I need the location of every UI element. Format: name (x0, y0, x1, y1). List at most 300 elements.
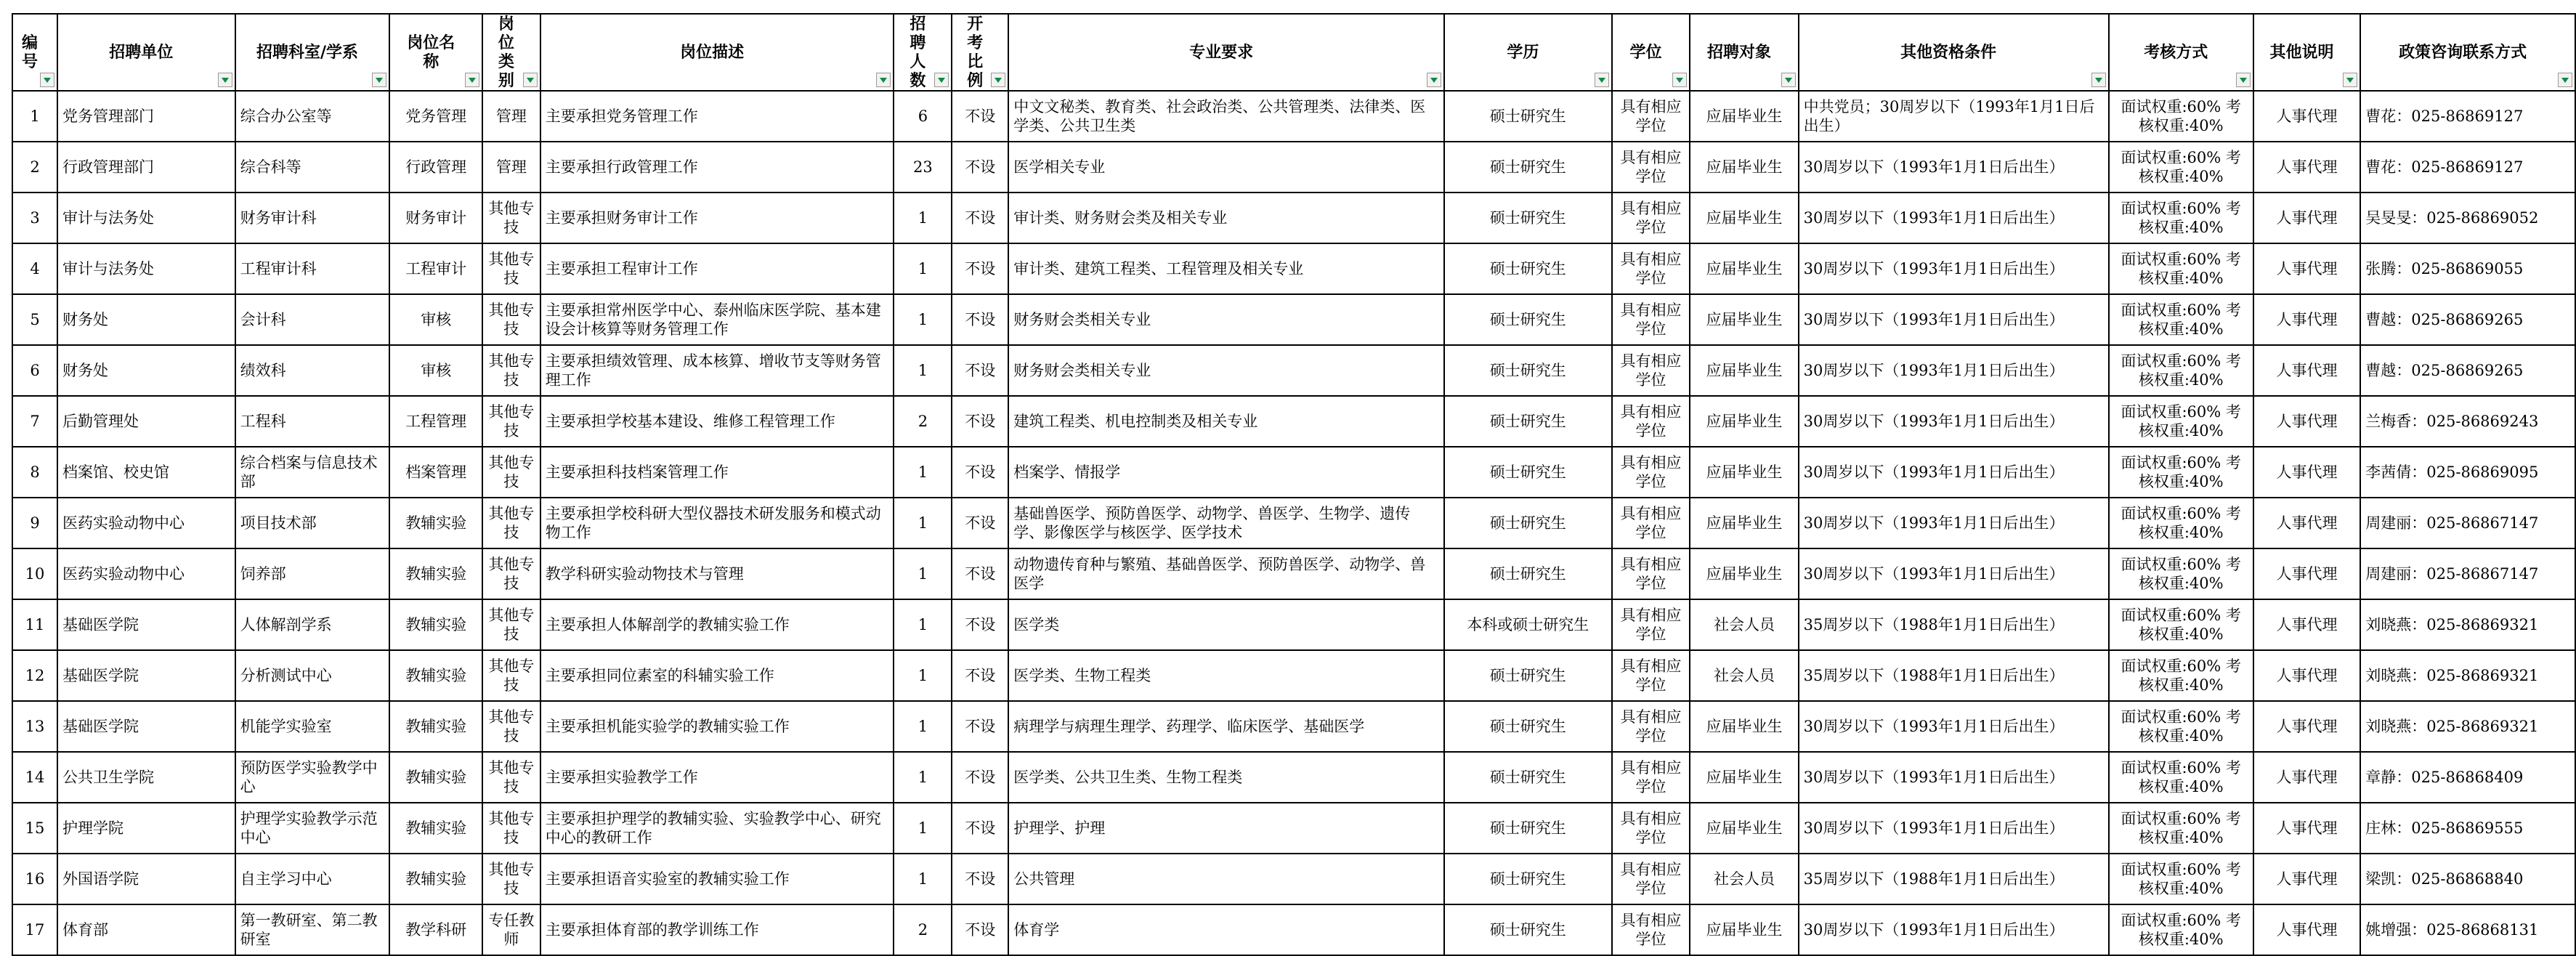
cell-desc[interactable]: 主要承担护理学的教辅实验、实验教学中心、研究中心的教研工作 (540, 803, 894, 854)
cell-edu[interactable]: 硕士研究生 (1444, 498, 1612, 548)
cell-ratio[interactable]: 不设 (952, 548, 1008, 599)
cell-num[interactable]: 1 (894, 294, 952, 345)
cell-target[interactable]: 应届毕业生 (1690, 752, 1798, 803)
cell-ratio[interactable]: 不设 (952, 752, 1008, 803)
cell-contact[interactable]: 张腾：025-86869055 (2360, 243, 2575, 294)
cell-contact[interactable]: 刘晓燕：025-86869321 (2360, 701, 2575, 752)
cell-contact[interactable]: 庄林：025-86869555 (2360, 803, 2575, 854)
cell-ratio[interactable]: 不设 (952, 345, 1008, 396)
cell-major[interactable]: 档案学、情报学 (1008, 447, 1444, 498)
cell-desc[interactable]: 主要承担机能实验学的教辅实验工作 (540, 701, 894, 752)
cell-edu[interactable]: 硕士研究生 (1444, 701, 1612, 752)
cell-target[interactable]: 社会人员 (1690, 854, 1798, 904)
cell-major[interactable]: 财务财会类相关专业 (1008, 294, 1444, 345)
cell-post[interactable]: 教辅实验 (389, 599, 482, 650)
cell-type[interactable]: 其他专技 (482, 548, 540, 599)
cell-degree[interactable]: 具有相应学位 (1612, 904, 1690, 955)
cell-unit[interactable]: 医药实验动物中心 (57, 548, 235, 599)
cell-num[interactable]: 1 (894, 193, 952, 243)
cell-desc[interactable]: 主要承担绩效管理、成本核算、增收节支等财务管理工作 (540, 345, 894, 396)
cell-ratio[interactable]: 不设 (952, 193, 1008, 243)
cell-edu[interactable]: 硕士研究生 (1444, 91, 1612, 142)
cell-unit[interactable]: 公共卫生学院 (57, 752, 235, 803)
cell-edu[interactable]: 硕士研究生 (1444, 548, 1612, 599)
cell-ratio[interactable]: 不设 (952, 904, 1008, 955)
filter-dropdown-icon[interactable] (465, 73, 479, 87)
cell-no[interactable]: 3 (12, 193, 57, 243)
cell-unit[interactable]: 行政管理部门 (57, 142, 235, 193)
cell-dept[interactable]: 机能学实验室 (235, 701, 390, 752)
cell-edu[interactable]: 硕士研究生 (1444, 803, 1612, 854)
cell-exam[interactable]: 面试权重:60% 考核权重:40% (2109, 854, 2253, 904)
cell-post[interactable]: 教学科研 (389, 904, 482, 955)
cell-target[interactable]: 应届毕业生 (1690, 345, 1798, 396)
cell-ratio[interactable]: 不设 (952, 701, 1008, 752)
cell-target[interactable]: 应届毕业生 (1690, 243, 1798, 294)
cell-ratio[interactable]: 不设 (952, 599, 1008, 650)
cell-unit[interactable]: 体育部 (57, 904, 235, 955)
cell-dept[interactable]: 护理学实验教学示范中心 (235, 803, 390, 854)
cell-num[interactable]: 1 (894, 498, 952, 548)
cell-dept[interactable]: 人体解剖学系 (235, 599, 390, 650)
cell-target[interactable]: 应届毕业生 (1690, 548, 1798, 599)
cell-contact[interactable]: 章静：025-86868409 (2360, 752, 2575, 803)
cell-ratio[interactable]: 不设 (952, 498, 1008, 548)
cell-num[interactable]: 6 (894, 91, 952, 142)
table-row (12, 294, 2575, 345)
cell-dept[interactable]: 工程科 (235, 396, 390, 447)
cell-ratio[interactable]: 不设 (952, 243, 1008, 294)
cell-edu[interactable]: 硕士研究生 (1444, 752, 1612, 803)
cell-no[interactable]: 17 (12, 904, 57, 955)
table-row (12, 345, 2575, 396)
cell-degree[interactable]: 具有相应学位 (1612, 854, 1690, 904)
table-row (12, 752, 2575, 803)
cell-contact[interactable]: 梁凯：025-86868840 (2360, 854, 2575, 904)
cell-note[interactable]: 人事代理 (2253, 904, 2361, 955)
cell-edu[interactable]: 硕士研究生 (1444, 447, 1612, 498)
cell-type[interactable]: 其他专技 (482, 803, 540, 854)
cell-unit[interactable]: 档案馆、校史馆 (57, 447, 235, 498)
cell-unit[interactable]: 外国语学院 (57, 854, 235, 904)
cell-major[interactable]: 建筑工程类、机电控制类及相关专业 (1008, 396, 1444, 447)
cell-post[interactable]: 工程审计 (389, 243, 482, 294)
cell-degree[interactable]: 具有相应学位 (1612, 447, 1690, 498)
cell-unit[interactable]: 审计与法务处 (57, 193, 235, 243)
cell-edu[interactable]: 硕士研究生 (1444, 904, 1612, 955)
cell-dept[interactable]: 第一教研室、第二教研室 (235, 904, 390, 955)
cell-unit[interactable]: 基础医学院 (57, 701, 235, 752)
cell-exam[interactable]: 面试权重:60% 考核权重:40% (2109, 752, 2253, 803)
cell-type[interactable]: 其他专技 (482, 599, 540, 650)
cell-type[interactable]: 其他专技 (482, 752, 540, 803)
cell-no[interactable]: 8 (12, 447, 57, 498)
cell-dept[interactable]: 综合档案与信息技术部 (235, 447, 390, 498)
cell-desc[interactable]: 主要承担工程审计工作 (540, 243, 894, 294)
filter-dropdown-icon[interactable] (523, 73, 538, 87)
cell-no[interactable]: 6 (12, 345, 57, 396)
cell-no[interactable]: 14 (12, 752, 57, 803)
column-header-exam (2109, 14, 2253, 91)
cell-major[interactable]: 护理学、护理 (1008, 803, 1444, 854)
cell-contact[interactable]: 刘晓燕：025-86869321 (2360, 650, 2575, 701)
cell-post[interactable]: 教辅实验 (389, 548, 482, 599)
cell-other[interactable]: 30周岁以下（1993年1月1日后出生） (1799, 396, 2109, 447)
cell-target[interactable]: 应届毕业生 (1690, 701, 1798, 752)
cell-dept[interactable]: 会计科 (235, 294, 390, 345)
cell-contact[interactable]: 刘晓燕：025-86869321 (2360, 599, 2575, 650)
column-header-label: 招聘对象 (1706, 43, 1771, 62)
cell-ratio[interactable]: 不设 (952, 91, 1008, 142)
filter-dropdown-icon[interactable] (934, 73, 949, 87)
cell-type[interactable]: 其他专技 (482, 396, 540, 447)
cell-other[interactable]: 30周岁以下（1993年1月1日后出生） (1799, 701, 2109, 752)
table-row (12, 904, 2575, 955)
cell-contact[interactable]: 兰梅香：025-86869243 (2360, 396, 2575, 447)
cell-note[interactable]: 人事代理 (2253, 498, 2361, 548)
cell-exam[interactable]: 面试权重:60% 考核权重:40% (2109, 650, 2253, 701)
cell-contact[interactable]: 李茜倩：025-86869095 (2360, 447, 2575, 498)
cell-ratio[interactable]: 不设 (952, 294, 1008, 345)
cell-desc[interactable]: 主要承担科技档案管理工作 (540, 447, 894, 498)
cell-num[interactable]: 1 (894, 243, 952, 294)
cell-contact[interactable]: 周建丽：025-86867147 (2360, 498, 2575, 548)
cell-exam[interactable]: 面试权重:60% 考核权重:40% (2109, 548, 2253, 599)
cell-note[interactable]: 人事代理 (2253, 650, 2361, 701)
cell-post[interactable]: 教辅实验 (389, 803, 482, 854)
cell-num[interactable]: 1 (894, 345, 952, 396)
column-header-contact (2360, 14, 2575, 91)
cell-num[interactable]: 2 (894, 396, 952, 447)
cell-major[interactable]: 公共管理 (1008, 854, 1444, 904)
cell-no[interactable]: 10 (12, 548, 57, 599)
cell-major[interactable]: 医学类、生物工程类 (1008, 650, 1444, 701)
cell-exam[interactable]: 面试权重:60% 考核权重:40% (2109, 396, 2253, 447)
cell-edu[interactable]: 硕士研究生 (1444, 345, 1612, 396)
cell-unit[interactable]: 财务处 (57, 294, 235, 345)
cell-other[interactable]: 30周岁以下（1993年1月1日后出生） (1799, 345, 2109, 396)
cell-desc[interactable]: 主要承担行政管理工作 (540, 142, 894, 193)
filter-dropdown-icon[interactable] (40, 73, 54, 87)
cell-desc[interactable]: 主要承担党务管理工作 (540, 91, 894, 142)
filter-dropdown-icon[interactable] (2558, 73, 2572, 87)
cell-degree[interactable]: 具有相应学位 (1612, 498, 1690, 548)
filter-dropdown-icon[interactable] (372, 73, 386, 87)
cell-num[interactable]: 2 (894, 904, 952, 955)
cell-unit[interactable]: 审计与法务处 (57, 243, 235, 294)
cell-type[interactable]: 其他专技 (482, 498, 540, 548)
cell-type[interactable]: 专任教师 (482, 904, 540, 955)
cell-contact[interactable]: 曹花：025-86869127 (2360, 91, 2575, 142)
cell-target[interactable]: 应届毕业生 (1690, 447, 1798, 498)
cell-note[interactable]: 人事代理 (2253, 142, 2361, 193)
cell-target[interactable]: 应届毕业生 (1690, 193, 1798, 243)
cell-desc[interactable]: 主要承担体育部的教学训练工作 (540, 904, 894, 955)
cell-contact[interactable]: 曹花：025-86869127 (2360, 142, 2575, 193)
cell-target[interactable]: 应届毕业生 (1690, 91, 1798, 142)
cell-contact[interactable]: 曹越：025-86869265 (2360, 294, 2575, 345)
cell-note[interactable]: 人事代理 (2253, 701, 2361, 752)
cell-ratio[interactable]: 不设 (952, 396, 1008, 447)
cell-num[interactable]: 1 (894, 650, 952, 701)
cell-exam[interactable]: 面试权重:60% 考核权重:40% (2109, 193, 2253, 243)
cell-exam[interactable]: 面试权重:60% 考核权重:40% (2109, 142, 2253, 193)
cell-major[interactable]: 财务财会类相关专业 (1008, 345, 1444, 396)
cell-edu[interactable]: 硕士研究生 (1444, 294, 1612, 345)
table-body (12, 91, 2575, 955)
cell-target[interactable]: 应届毕业生 (1690, 396, 1798, 447)
cell-no[interactable]: 7 (12, 396, 57, 447)
cell-note[interactable]: 人事代理 (2253, 752, 2361, 803)
cell-post[interactable]: 教辅实验 (389, 854, 482, 904)
cell-unit[interactable]: 后勤管理处 (57, 396, 235, 447)
cell-desc[interactable]: 主要承担财务审计工作 (540, 193, 894, 243)
cell-unit[interactable]: 财务处 (57, 345, 235, 396)
cell-post[interactable]: 教辅实验 (389, 752, 482, 803)
header-row (12, 14, 2575, 91)
cell-target[interactable]: 应届毕业生 (1690, 142, 1798, 193)
cell-note[interactable]: 人事代理 (2253, 803, 2361, 854)
cell-dept[interactable]: 财务审计科 (235, 193, 390, 243)
cell-desc[interactable]: 主要承担学校科研大型仪器技术研发服务和模式动物工作 (540, 498, 894, 548)
cell-exam[interactable]: 面试权重:60% 考核权重:40% (2109, 701, 2253, 752)
cell-exam[interactable]: 面试权重:60% 考核权重:40% (2109, 447, 2253, 498)
cell-no[interactable]: 13 (12, 701, 57, 752)
cell-degree[interactable]: 具有相应学位 (1612, 345, 1690, 396)
cell-target[interactable]: 应届毕业生 (1690, 803, 1798, 854)
cell-post[interactable]: 教辅实验 (389, 498, 482, 548)
cell-major[interactable]: 动物遗传育种与繁殖、基础兽医学、预防兽医学、动物学、兽医学 (1008, 548, 1444, 599)
cell-note[interactable]: 人事代理 (2253, 548, 2361, 599)
cell-num[interactable]: 1 (894, 752, 952, 803)
cell-major[interactable]: 病理学与病理生理学、药理学、临床医学、基础医学 (1008, 701, 1444, 752)
cell-major[interactable]: 医学相关专业 (1008, 142, 1444, 193)
cell-edu[interactable]: 硕士研究生 (1444, 142, 1612, 193)
cell-degree[interactable]: 具有相应学位 (1612, 650, 1690, 701)
cell-other[interactable]: 30周岁以下（1993年1月1日后出生） (1799, 193, 2109, 243)
cell-degree[interactable]: 具有相应学位 (1612, 701, 1690, 752)
cell-degree[interactable]: 具有相应学位 (1612, 142, 1690, 193)
cell-other[interactable]: 30周岁以下（1993年1月1日后出生） (1799, 142, 2109, 193)
cell-dept[interactable]: 综合科等 (235, 142, 390, 193)
filter-dropdown-icon[interactable] (991, 73, 1005, 87)
cell-exam[interactable]: 面试权重:60% 考核权重:40% (2109, 803, 2253, 854)
cell-edu[interactable]: 本科或硕士研究生 (1444, 599, 1612, 650)
cell-degree[interactable]: 具有相应学位 (1612, 396, 1690, 447)
cell-exam[interactable]: 面试权重:60% 考核权重:40% (2109, 498, 2253, 548)
cell-dept[interactable]: 绩效科 (235, 345, 390, 396)
cell-target[interactable]: 应届毕业生 (1690, 498, 1798, 548)
cell-contact[interactable]: 周建丽：025-86867147 (2360, 548, 2575, 599)
filter-dropdown-icon[interactable] (1672, 73, 1687, 87)
column-header-label: 招聘科室/学系 (256, 43, 359, 62)
cell-desc[interactable]: 教学科研实验动物技术与管理 (540, 548, 894, 599)
cell-dept[interactable]: 饲养部 (235, 548, 390, 599)
cell-post[interactable]: 财务审计 (389, 193, 482, 243)
cell-other[interactable]: 30周岁以下（1993年1月1日后出生） (1799, 294, 2109, 345)
cell-note[interactable]: 人事代理 (2253, 345, 2361, 396)
cell-post[interactable]: 档案管理 (389, 447, 482, 498)
cell-no[interactable]: 2 (12, 142, 57, 193)
cell-note[interactable]: 人事代理 (2253, 599, 2361, 650)
cell-edu[interactable]: 硕士研究生 (1444, 854, 1612, 904)
cell-edu[interactable]: 硕士研究生 (1444, 650, 1612, 701)
cell-unit[interactable]: 护理学院 (57, 803, 235, 854)
cell-other[interactable]: 30周岁以下（1993年1月1日后出生） (1799, 498, 2109, 548)
cell-major[interactable]: 医学类、公共卫生类、生物工程类 (1008, 752, 1444, 803)
cell-num[interactable]: 1 (894, 854, 952, 904)
cell-ratio[interactable]: 不设 (952, 142, 1008, 193)
cell-other[interactable]: 中共党员；30周岁以下（1993年1月1日后出生） (1799, 91, 2109, 142)
cell-desc[interactable]: 主要承担同位素室的科辅实验工作 (540, 650, 894, 701)
cell-desc[interactable]: 主要承担学校基本建设、维修工程管理工作 (540, 396, 894, 447)
cell-desc[interactable]: 主要承担实验教学工作 (540, 752, 894, 803)
cell-exam[interactable]: 面试权重:60% 考核权重:40% (2109, 599, 2253, 650)
cell-num[interactable]: 1 (894, 599, 952, 650)
cell-ratio[interactable]: 不设 (952, 447, 1008, 498)
cell-post[interactable]: 教辅实验 (389, 701, 482, 752)
cell-other[interactable]: 30周岁以下（1993年1月1日后出生） (1799, 243, 2109, 294)
cell-major[interactable]: 审计类、财务财会类及相关专业 (1008, 193, 1444, 243)
cell-num[interactable]: 1 (894, 548, 952, 599)
cell-degree[interactable]: 具有相应学位 (1612, 91, 1690, 142)
filter-dropdown-icon[interactable] (1427, 73, 1441, 87)
cell-no[interactable]: 4 (12, 243, 57, 294)
cell-post[interactable]: 审核 (389, 294, 482, 345)
cell-desc[interactable]: 主要承担人体解剖学的教辅实验工作 (540, 599, 894, 650)
cell-other[interactable]: 35周岁以下（1988年1月1日后出生） (1799, 854, 2109, 904)
cell-exam[interactable]: 面试权重:60% 考核权重:40% (2109, 345, 2253, 396)
cell-post[interactable]: 工程管理 (389, 396, 482, 447)
cell-other[interactable]: 35周岁以下（1988年1月1日后出生） (1799, 599, 2109, 650)
cell-target[interactable]: 应届毕业生 (1690, 904, 1798, 955)
cell-contact[interactable]: 曹越：025-86869265 (2360, 345, 2575, 396)
filter-dropdown-icon[interactable] (2343, 73, 2357, 87)
cell-other[interactable]: 30周岁以下（1993年1月1日后出生） (1799, 752, 2109, 803)
cell-no[interactable]: 12 (12, 650, 57, 701)
cell-type[interactable]: 管理 (482, 142, 540, 193)
cell-degree[interactable]: 具有相应学位 (1612, 803, 1690, 854)
cell-degree[interactable]: 具有相应学位 (1612, 193, 1690, 243)
cell-type[interactable]: 其他专技 (482, 701, 540, 752)
column-header-type (482, 14, 540, 91)
cell-no[interactable]: 9 (12, 498, 57, 548)
cell-no[interactable]: 1 (12, 91, 57, 142)
cell-contact[interactable]: 姚增强：025-86868131 (2360, 904, 2575, 955)
cell-dept[interactable]: 自主学习中心 (235, 854, 390, 904)
cell-ratio[interactable]: 不设 (952, 650, 1008, 701)
filter-dropdown-icon[interactable] (1595, 73, 1609, 87)
cell-ratio[interactable]: 不设 (952, 854, 1008, 904)
cell-desc[interactable]: 主要承担语音实验室的教辅实验工作 (540, 854, 894, 904)
cell-major[interactable]: 审计类、建筑工程类、工程管理及相关专业 (1008, 243, 1444, 294)
cell-target[interactable]: 社会人员 (1690, 650, 1798, 701)
cell-unit[interactable]: 医药实验动物中心 (57, 498, 235, 548)
filter-dropdown-icon[interactable] (1781, 73, 1796, 87)
cell-post[interactable]: 行政管理 (389, 142, 482, 193)
cell-exam[interactable]: 面试权重:60% 考核权重:40% (2109, 904, 2253, 955)
cell-no[interactable]: 5 (12, 294, 57, 345)
cell-other[interactable]: 30周岁以下（1993年1月1日后出生） (1799, 447, 2109, 498)
cell-target[interactable]: 应届毕业生 (1690, 294, 1798, 345)
cell-num[interactable]: 1 (894, 701, 952, 752)
cell-edu[interactable]: 硕士研究生 (1444, 243, 1612, 294)
cell-note[interactable]: 人事代理 (2253, 396, 2361, 447)
cell-ratio[interactable]: 不设 (952, 803, 1008, 854)
cell-note[interactable]: 人事代理 (2253, 854, 2361, 904)
cell-dept[interactable]: 综合办公室等 (235, 91, 390, 142)
column-header-post (389, 14, 482, 91)
cell-dept[interactable]: 工程审计科 (235, 243, 390, 294)
cell-no[interactable]: 15 (12, 803, 57, 854)
cell-type[interactable]: 其他专技 (482, 345, 540, 396)
cell-major[interactable]: 基础兽医学、预防兽医学、动物学、兽医学、生物学、遗传学、影像医学与核医学、医学技术 (1008, 498, 1444, 548)
cell-type[interactable]: 其他专技 (482, 193, 540, 243)
cell-num[interactable]: 23 (894, 142, 952, 193)
cell-type[interactable]: 其他专技 (482, 294, 540, 345)
cell-no[interactable]: 16 (12, 854, 57, 904)
cell-major[interactable]: 医学类 (1008, 599, 1444, 650)
cell-num[interactable]: 1 (894, 803, 952, 854)
cell-unit[interactable]: 基础医学院 (57, 599, 235, 650)
cell-dept[interactable]: 预防医学实验教学中心 (235, 752, 390, 803)
cell-type[interactable]: 其他专技 (482, 447, 540, 498)
cell-degree[interactable]: 具有相应学位 (1612, 243, 1690, 294)
cell-degree[interactable]: 具有相应学位 (1612, 294, 1690, 345)
cell-edu[interactable]: 硕士研究生 (1444, 193, 1612, 243)
cell-type[interactable]: 其他专技 (482, 650, 540, 701)
cell-other[interactable]: 30周岁以下（1993年1月1日后出生） (1799, 803, 2109, 854)
cell-other[interactable]: 35周岁以下（1988年1月1日后出生） (1799, 650, 2109, 701)
cell-type[interactable]: 其他专技 (482, 243, 540, 294)
cell-degree[interactable]: 具有相应学位 (1612, 752, 1690, 803)
cell-note[interactable]: 人事代理 (2253, 447, 2361, 498)
cell-num[interactable]: 1 (894, 447, 952, 498)
cell-major[interactable]: 中文文秘类、教育类、社会政治类、公共管理类、法律类、医学类、公共卫生类 (1008, 91, 1444, 142)
cell-other[interactable]: 30周岁以下（1993年1月1日后出生） (1799, 904, 2109, 955)
filter-dropdown-icon[interactable] (2236, 73, 2251, 87)
cell-unit[interactable]: 党务管理部门 (57, 91, 235, 142)
cell-type[interactable]: 管理 (482, 91, 540, 142)
cell-exam[interactable]: 面试权重:60% 考核权重:40% (2109, 243, 2253, 294)
cell-unit[interactable]: 基础医学院 (57, 650, 235, 701)
cell-desc[interactable]: 主要承担常州医学中心、泰州临床医学院、基本建设会计核算等财务管理工作 (540, 294, 894, 345)
cell-edu[interactable]: 硕士研究生 (1444, 396, 1612, 447)
cell-note[interactable]: 人事代理 (2253, 193, 2361, 243)
filter-dropdown-icon[interactable] (218, 73, 232, 87)
cell-target[interactable]: 社会人员 (1690, 599, 1798, 650)
cell-post[interactable]: 党务管理 (389, 91, 482, 142)
filter-dropdown-icon[interactable] (876, 73, 891, 87)
cell-note[interactable]: 人事代理 (2253, 91, 2361, 142)
cell-dept[interactable]: 项目技术部 (235, 498, 390, 548)
cell-other[interactable]: 30周岁以下（1993年1月1日后出生） (1799, 548, 2109, 599)
cell-post[interactable]: 审核 (389, 345, 482, 396)
cell-type[interactable]: 其他专技 (482, 854, 540, 904)
cell-major[interactable]: 体育学 (1008, 904, 1444, 955)
cell-note[interactable]: 人事代理 (2253, 243, 2361, 294)
cell-exam[interactable]: 面试权重:60% 考核权重:40% (2109, 294, 2253, 345)
cell-note[interactable]: 人事代理 (2253, 294, 2361, 345)
cell-degree[interactable]: 具有相应学位 (1612, 599, 1690, 650)
cell-contact[interactable]: 吴旻旻：025-86869052 (2360, 193, 2575, 243)
cell-exam[interactable]: 面试权重:60% 考核权重:40% (2109, 91, 2253, 142)
cell-degree[interactable]: 具有相应学位 (1612, 548, 1690, 599)
cell-no[interactable]: 11 (12, 599, 57, 650)
cell-dept[interactable]: 分析测试中心 (235, 650, 390, 701)
cell-post[interactable]: 教辅实验 (389, 650, 482, 701)
filter-dropdown-icon[interactable] (2091, 73, 2106, 87)
